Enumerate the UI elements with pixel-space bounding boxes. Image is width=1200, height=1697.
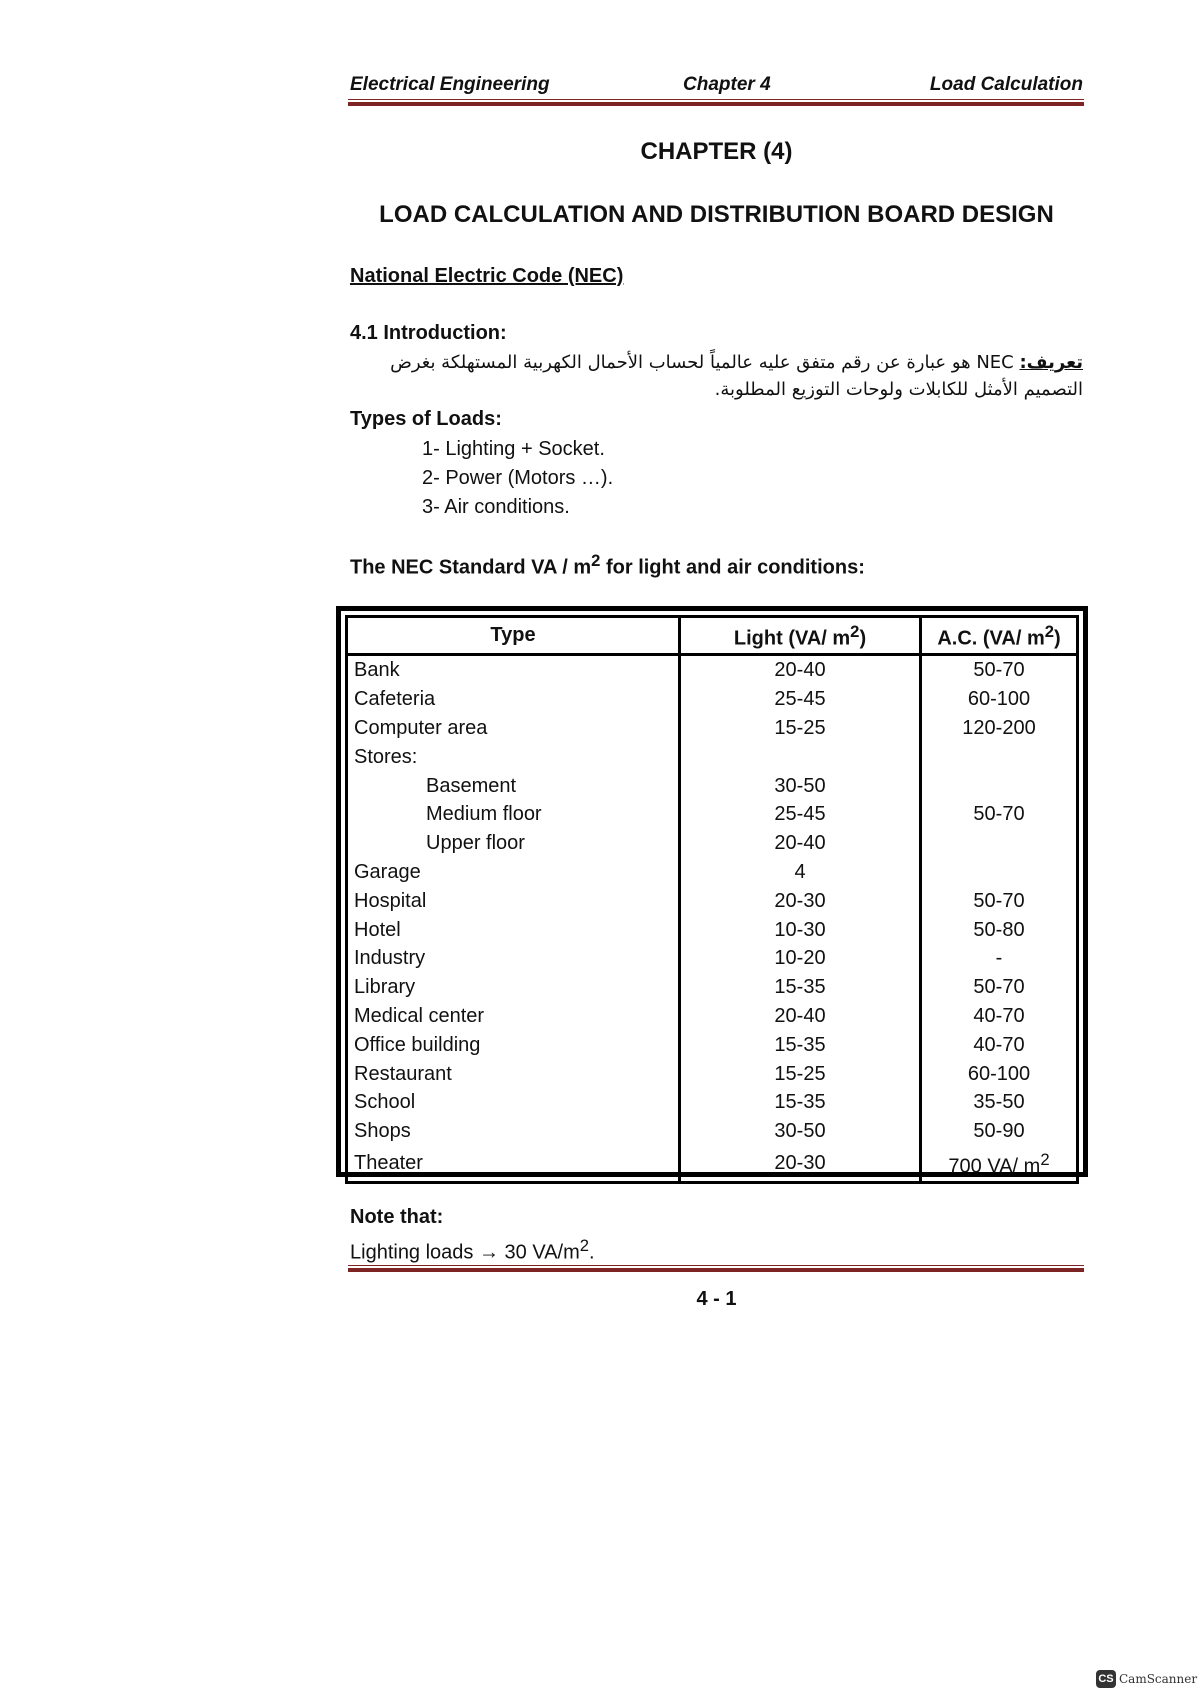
- camscanner-logo-icon: CS: [1096, 1670, 1116, 1688]
- cell-type: Library: [347, 973, 680, 1002]
- cell-light: 15-35: [680, 1031, 921, 1060]
- cell-light: 25-45: [680, 685, 921, 714]
- table-row: [347, 655, 1078, 685]
- header-center: Chapter 4: [683, 74, 771, 95]
- standard-heading: [350, 551, 865, 580]
- cell-ac: 50-90: [973, 1120, 1025, 1143]
- table-frame: [336, 606, 1088, 1177]
- note-text-pre: Lighting loads → 30 VA/m: [350, 1241, 580, 1264]
- types-list: [422, 435, 613, 522]
- standard-heading-sup: 2: [591, 551, 601, 570]
- cell-light: 30-50: [680, 772, 921, 801]
- cell-ac: -: [995, 947, 1003, 970]
- table-row: [347, 944, 1078, 973]
- cell-light: 20-30: [680, 1146, 921, 1183]
- table-row: [347, 829, 1078, 858]
- cell-ac: [921, 772, 1078, 801]
- cell-light: 15-35: [680, 1088, 921, 1117]
- header-rule-thick: [348, 102, 1084, 106]
- cell-type: Bank: [347, 655, 680, 685]
- cell-ac: 60-100: [967, 1062, 1031, 1085]
- cell-ac: 40-70: [973, 1005, 1025, 1028]
- table-row: [347, 973, 1078, 1002]
- table-row: [347, 1002, 1078, 1031]
- cell-type: Stores:: [347, 743, 680, 772]
- cell-light: 15-25: [680, 714, 921, 743]
- table-row: [347, 1117, 1078, 1146]
- cell-type: Office building: [347, 1031, 680, 1060]
- cell-ac: 50-70: [973, 659, 1025, 682]
- cell-ac: [921, 743, 1078, 772]
- cell-light: 20-40: [680, 829, 921, 858]
- chapter-title: CHAPTER (4): [640, 138, 793, 165]
- page-number: 4 - 1: [696, 1288, 737, 1310]
- footer-rule-thick: [348, 1268, 1084, 1272]
- header-type: Type: [347, 617, 680, 655]
- table-row: [347, 858, 1078, 887]
- cell-light: 15-35: [680, 973, 921, 1002]
- header-ac: A.C. (VA/ $m^2$): [921, 617, 1078, 655]
- cell-ac: 40-70: [973, 1033, 1025, 1056]
- table-row: [347, 1146, 1078, 1183]
- page-header: [350, 72, 1083, 98]
- cell-type: School: [347, 1088, 680, 1117]
- cell-type: Medium floor: [347, 800, 680, 829]
- list-item: 3- Air conditions.: [422, 496, 570, 518]
- table-header-row: [347, 617, 1078, 655]
- cell-type: Hospital: [347, 887, 680, 916]
- camscanner-text: CamScanner: [1119, 1672, 1198, 1686]
- cell-light: 25-45: [680, 800, 921, 829]
- cell-light: 20-30: [680, 887, 921, 916]
- cell-light: 15-25: [680, 1060, 921, 1089]
- definition-label: تعريف:: [1019, 352, 1083, 373]
- cell-type: Shops: [347, 1117, 680, 1146]
- header-left: Electrical Engineering: [350, 74, 550, 95]
- cell-ac: 60-100: [967, 688, 1031, 711]
- cell-type: Computer area: [347, 714, 680, 743]
- cell-light: 4: [680, 858, 921, 887]
- standard-heading-pre: The NEC Standard VA / m: [350, 556, 592, 579]
- table-row: [347, 772, 1078, 801]
- table-row: [347, 685, 1078, 714]
- types-heading: Types of Loads:: [350, 408, 502, 430]
- header-rule-thin: [348, 99, 1084, 100]
- list-item: 1- Lighting + Socket.: [422, 438, 605, 460]
- header-right: Load Calculation: [929, 74, 1083, 95]
- cell-light: 20-40: [680, 655, 921, 685]
- cell-ac: 50-70: [973, 889, 1025, 912]
- cell-type: Medical center: [347, 1002, 680, 1031]
- table-row: [347, 714, 1078, 743]
- cell-light: 20-40: [680, 1002, 921, 1031]
- cell-ac: 50-70: [973, 803, 1025, 826]
- section-heading: National Electric Code (NEC): [350, 265, 624, 287]
- note-text-sup: 2: [579, 1236, 590, 1255]
- table-body: [347, 655, 1078, 1183]
- cell-light: 10-30: [680, 916, 921, 945]
- cell-ac: 50-80: [973, 918, 1025, 941]
- table-row: [347, 800, 1078, 829]
- cell-type: Industry: [347, 944, 680, 973]
- cell-ac: [921, 858, 1078, 887]
- cell-type: Upper floor: [347, 829, 680, 858]
- cell-type: Restaurant: [347, 1060, 680, 1089]
- cell-type: Garage: [347, 858, 680, 887]
- cell-ac: 700 VA/ $m^2$: [948, 1150, 1050, 1178]
- cell-light: [680, 743, 921, 772]
- table-row: [347, 1088, 1078, 1117]
- table-row: [347, 743, 1078, 772]
- note-text-post: .: [589, 1241, 595, 1264]
- definition-text: NEC هو عبارة عن رقم متفق عليه عالمياً لحساب الأحمال الكهربية المستهلكة بغرض التصميم الأمثل للكابلات ولوحات التوزيع المطلوبة.: [390, 352, 1083, 400]
- nec-load-table: [345, 615, 1079, 1184]
- list-item: 2- Power (Motors …).: [422, 467, 614, 489]
- cell-type: Cafeteria: [347, 685, 680, 714]
- footer-rule-thin: [348, 1265, 1084, 1266]
- cell-light: 10-20: [680, 944, 921, 973]
- cell-light: 30-50: [680, 1117, 921, 1146]
- table-row: [347, 887, 1078, 916]
- cell-ac: 50-70: [973, 976, 1025, 999]
- main-title: LOAD CALCULATION AND DISTRIBUTION BOARD DESIGN: [379, 201, 1054, 228]
- cell-type: Theater: [347, 1146, 680, 1183]
- arabic-definition: [350, 349, 1083, 403]
- table-row: [347, 916, 1078, 945]
- note-heading: Note that:: [350, 1206, 444, 1228]
- cell-ac: [921, 829, 1078, 858]
- cell-type: Basement: [347, 772, 680, 801]
- table-row: [347, 1060, 1078, 1089]
- cell-type: Hotel: [347, 916, 680, 945]
- cell-ac: 120-200: [962, 717, 1036, 740]
- header-light: Light (VA/ $m^2$): [680, 617, 921, 655]
- table-row: [347, 1031, 1078, 1060]
- cell-ac: 35-50: [973, 1091, 1025, 1114]
- intro-heading: 4.1 Introduction:: [350, 322, 507, 344]
- standard-heading-post: for light and air conditions:: [600, 556, 865, 579]
- note-text: [350, 1236, 595, 1265]
